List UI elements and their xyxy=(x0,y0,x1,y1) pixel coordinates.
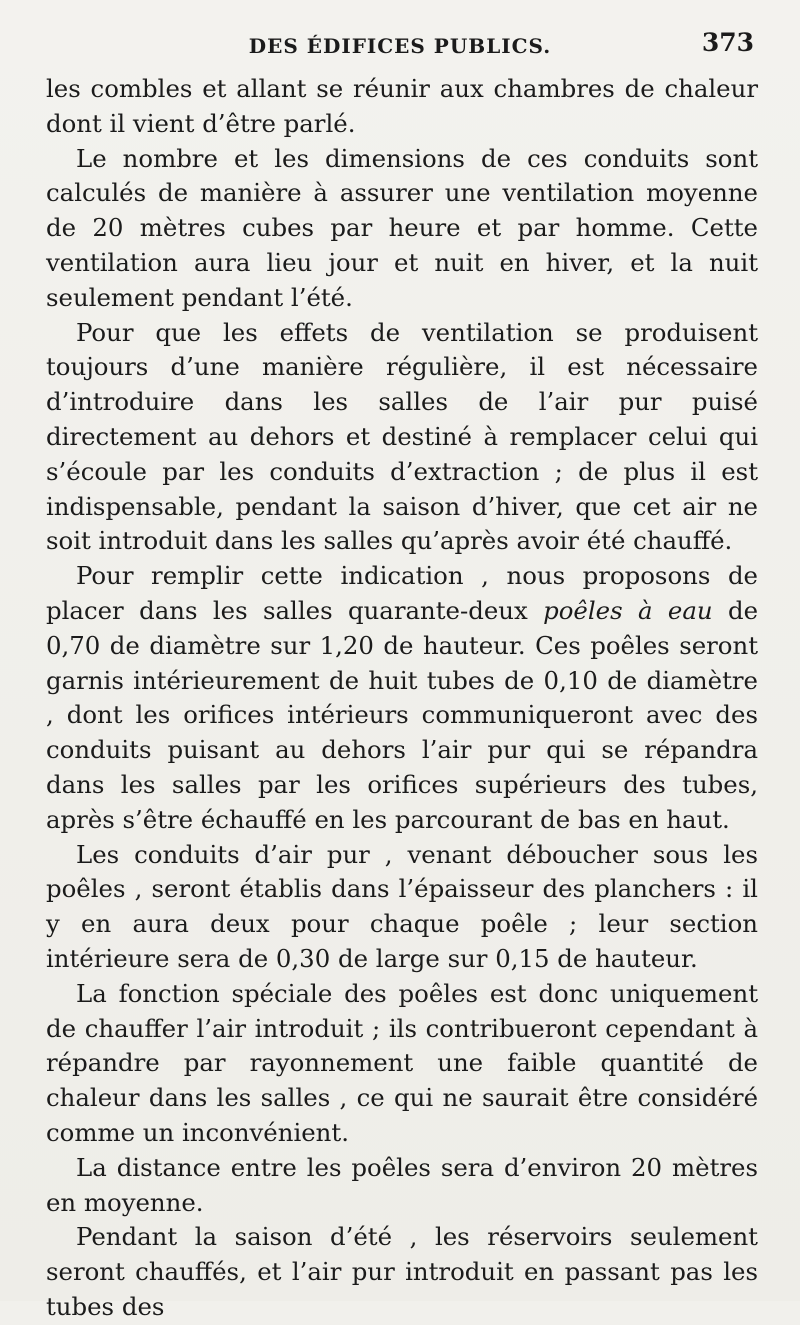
paragraph-2: Le nombre et les dimensions de ces conduits sont calculés de manière à assurer une ventilation moyenne de 20 mètres cubes par heure et par homme. Cette ventilation aura lieu jour et nuit en hiver, et la nuit seulement pendant l’été. xyxy=(46,143,758,312)
paragraph-6: La fonction spéciale des poêles est donc uniquement de chauffer l’air introduit ; ils contribueront cependant à répandre par rayonnement une faible quantité de chaleur dans les salles , ce qui ne saurait être considéré comme un inconvénient. xyxy=(46,978,758,1147)
paragraph-3: Pour que les effets de ventilation se produisent toujours d’une manière régulière, il est nécessaire d’introduire dans les salles de l’air pur puisé directement au dehors et destiné à remplacer celui qui s’écoule par les conduits d’extraction ; de plus il est indispensable, pendant la saison d’hiver, que cet air ne soit introduit dans les salles qu’après avoir été chauffé. xyxy=(46,317,758,556)
paragraph-4-italic-term: poêles à eau xyxy=(543,595,713,625)
paragraph-5: Les conduits d’air pur , venant déboucher sous les poêles , seront établis dans l’épaisseur des planchers : il y en aura deux pour chaque poêle ; leur section intérieure sera de 0,30 de large sur 0,15 de hauteur. xyxy=(46,839,758,973)
running-title: DES ÉDIFICES PUBLICS. xyxy=(248,34,552,58)
paragraph-1: les combles et allant se réunir aux chambres de chaleur dont il vient d’être parlé. xyxy=(46,74,758,138)
paragraph-7: La distance entre les poêles sera d’environ 20 mètres en moyenne. xyxy=(46,1152,758,1217)
paragraph-4-text-before: Pour remplir cette indication , nous proposons de placer dans les salles quarante-deux xyxy=(46,561,758,625)
paragraph-8: Pendant la saison d’été , les réservoirs seulement seront chauffés, et l’air pur introduit en passant pas les tubes des xyxy=(46,1222,758,1321)
page-number: 373 xyxy=(701,28,754,57)
paragraph-4-text-after: de 0,70 de diamètre sur 1,20 de hauteur. Ces poêles seront garnis intérieurement de huit tubes de 0,10 de diamètre , dont les orifices intérieurs communiqueront avec des conduits puisant au dehors l’air pur qui se répandra dans les salles par les orifices supérieurs des tubes, après s’être échauffé en les parcourant de bas en haut. xyxy=(46,595,759,834)
body-text xyxy=(46,72,758,1325)
paragraph-4 xyxy=(46,559,758,837)
page-header xyxy=(46,26,754,66)
